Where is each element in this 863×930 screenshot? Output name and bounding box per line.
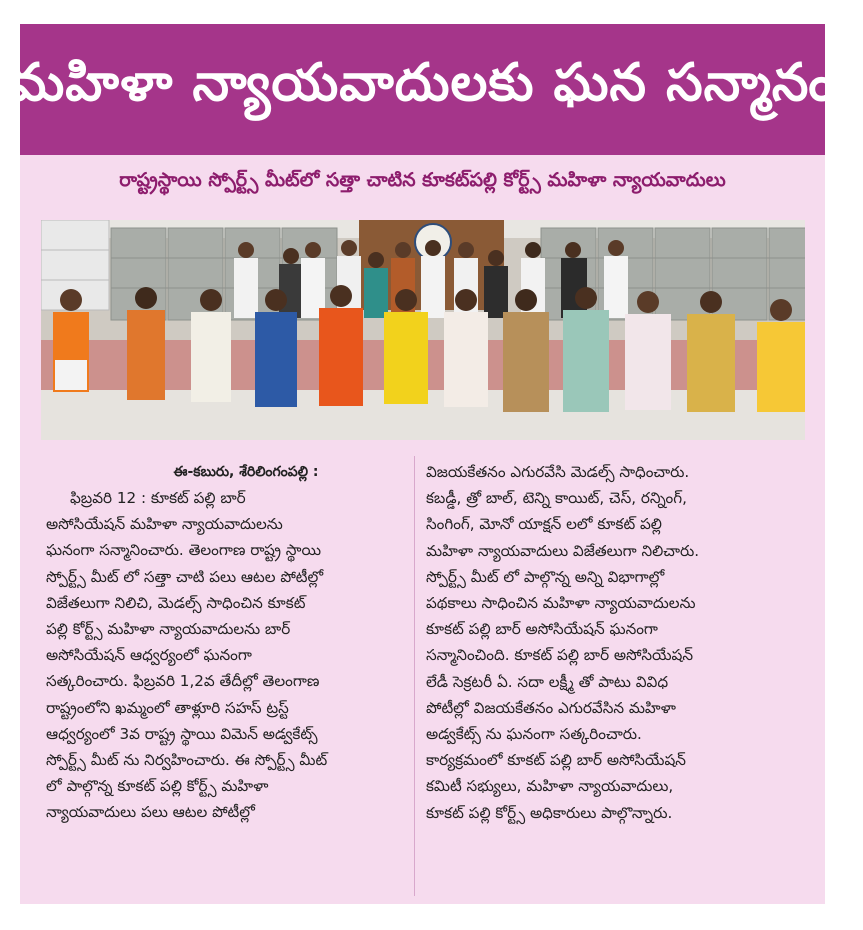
article-line: ఫిబ్రవరి 12 : కూకట్ పల్లి బార్ [70,489,246,507]
article-line: అసోసియేషన్ మహిళా న్యాయవాదులను [46,515,283,534]
article-line: స్పోర్ట్స్ మీట్ ను నిర్వహించారు. ఈ స్పోర్ట్స్ మీట్ [46,751,328,770]
article-line: న్యాయవాదులు పలు ఆటల పోటీల్లో [46,803,255,822]
article-line: కూకట్ పల్లి కోర్ట్స్ అధికారులు పాల్గొన్నారు. [426,803,673,822]
article-line: రాష్ట్రంలోని ఖమ్మంలో తాళ్లూరి సహస్ ట్రస్ట్ [46,698,289,717]
article-line: కమిటీ సభ్యులు, మహిళా న్యాయవాదులు, [426,777,674,796]
article-line: స్పోర్ట్స్ మీట్ లో పాల్గొన్న అన్ని విభాగాల్లో [426,567,665,586]
headline-banner [9,24,836,155]
newspaper-clipping [9,24,836,904]
article-line: స్పోర్ట్స్ మీట్ లో సత్తా చాటి పలు ఆటల పోటీల్లో [46,567,324,586]
article-line: కూకట్ పల్లి బార్ అసోసియేషన్ ఘనంగా [426,620,658,639]
headline: మహిళా న్యాయవాదులకు ఘన సన్మానం [9,53,836,113]
article-line: సత్కరించారు. ఫిబ్రవరి 1,2వ తేదీల్లో తెలంగాణ [46,672,320,691]
article-line: పోటీల్లో విజయకేతనం ఎగురవేసిన మహిళా [426,698,676,717]
subheadline: రాష్ట్రస్థాయి స్పోర్ట్స్ మీట్‌లో సత్తా చాటిన కూకట్‌పల్లి కోర్ట్స్ మహిళా న్యాయవాదులు [119,169,726,191]
article-line: కబడ్డీ, త్రో బాల్, టెన్ని కాయిట్, చెస్, రన్నింగ్, [426,489,687,508]
article-line: లో పాల్గొన్న కూకట్ పల్లి కోర్ట్స్ మహిళా [46,777,269,796]
article-line: విజయకేతనం ఎగురవేసి మెడల్స్ సాధించారు. [426,463,690,481]
article-line: సింగింగ్, మోనో యాక్షన్ లలో కూకట్ పల్లి [426,515,662,534]
article-line: లేడీ సెక్రటరీ ఏ. సదా లక్ష్మీ తో పాటు వివిధ [426,672,669,691]
article-line: సన్మానించింది. కూకట్ పల్లి బార్ అసోసియేషన్ [426,646,694,665]
article-line: విజేతలుగా నిలిచి, మెడల్స్ సాధించిన కూకట్ [46,593,306,612]
byline: ఈ-కబురు, శేరిలింగంపల్లి : [173,464,319,480]
group-photo [41,220,805,440]
column-divider [414,456,415,896]
article-line: అడ్వకేట్స్ ను ఘనంగా సత్కరించారు. [426,725,642,744]
article-right-column [426,459,816,826]
article-line: పథకాలు సాధించిన మహిళా న్యాయవాదులను [426,594,696,613]
article-line: మహిళా న్యాయవాదులు విజేతలుగా నిలిచారు. [426,541,700,560]
group-photo-illustration [41,220,805,440]
article-left-column [46,459,406,826]
article-line: పల్లి కోర్ట్స్ మహిళా న్యాయవాదులను బార్ [46,620,291,639]
article-line: ఘనంగా సన్మానించారు. తెలంగాణ రాష్ట్ర స్థాయి [46,541,321,560]
article-line: అసోసియేషన్ ఆధ్వర్యంలో ఘనంగా [46,646,252,665]
article-line: ఆధ్వర్యంలో 3వ రాష్ట్ర స్థాయి విమెన్ అడ్వకేట్స్ [46,724,318,743]
article-line: కార్యక్రమంలో కూకట్ పల్లి బార్ అసోసియేషన్ [426,751,686,770]
